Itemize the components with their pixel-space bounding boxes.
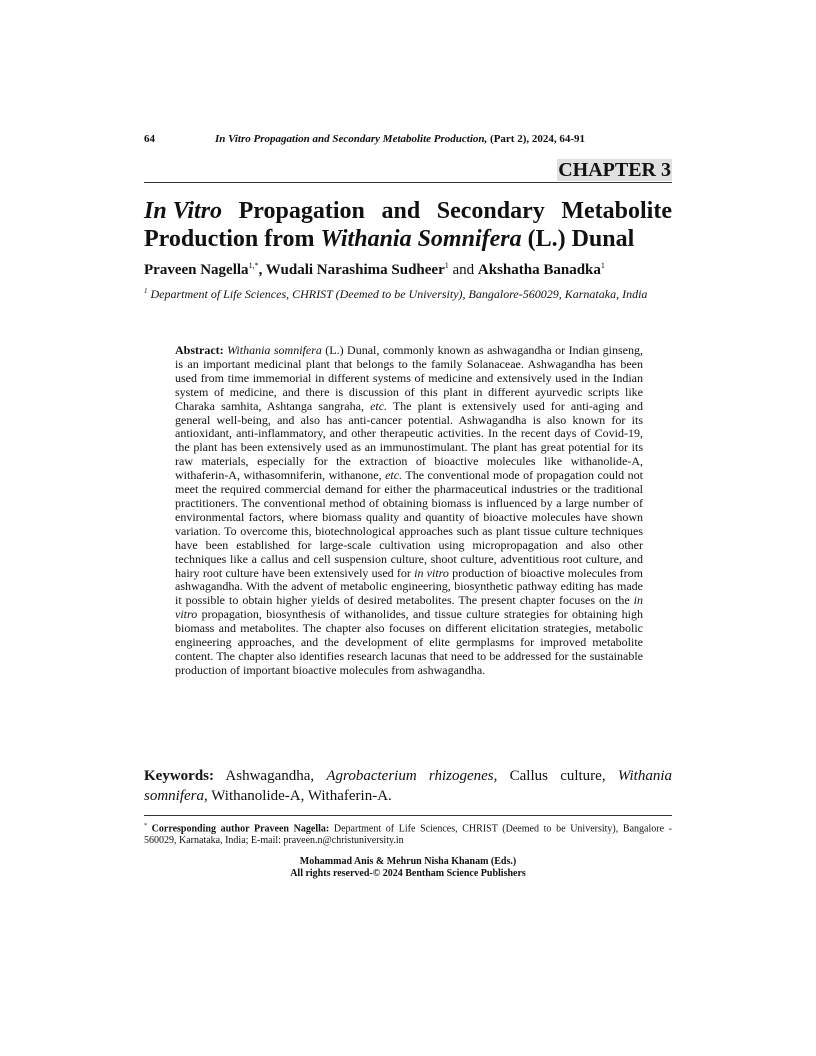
title-production: Production from [144, 226, 321, 252]
abstract-species: Withania somnifera [227, 343, 322, 357]
title-word-and: and [381, 198, 421, 224]
publisher-block [144, 856, 672, 880]
journal-title-main: In Vitro Propagation and Secondary Metabolite Production, [215, 133, 491, 145]
chapter-title [144, 197, 672, 253]
author-1-sup: 1,* [248, 261, 259, 270]
keyword-3: , Callus culture, [493, 768, 618, 784]
corresponding-author-footnote [144, 820, 672, 847]
journal-title-rest: , 2024, 64-91 [526, 133, 586, 145]
abstract-label: Abstract: [175, 343, 224, 357]
author-2: Wudali Narashima Sudheer [265, 262, 445, 278]
abstract-invitro-1: in vitro [414, 565, 449, 580]
abstract-p3: The conventional mode of propagation could not meet the required commercial demand for either the pharmaceutical industries or the traditional practitioners. The conventional method of obtaining biomass is influenced by a large number of environmental factors, where biomass quality and quantity of bioactive molecules have shown variation. To overcome this, biotechnological approaches such as plant tissue culture techniques have been established for large-scale cultivation using micropropagation and also other techniques like a callus and cell suspension culture, shoot culture, adventitious root culture, and hairy root culture have been extensively used for [175, 468, 643, 580]
footnote-divider [144, 815, 672, 816]
affiliation-sup: 1 [144, 287, 148, 295]
title-line-2 [144, 225, 672, 253]
abstract-p2: The plant is extensively used for anti-aging and general well-being, and also has anti-cancer potential. Ashwagandha is also known for its antioxidant, anti-inflammatory, and other therapeutic activities. In the recent days of Covid-19, the plant has been extensively used as an immunostimulant. The plant has great potential for its raw materials, especially for the extraction of bioactive molecules like withanolide-A, withaferin-A, withasomniferin, withanone, [175, 398, 644, 483]
title-word-propagation: Propagation [238, 198, 365, 224]
abstract-invitro-2: in vitro [175, 593, 643, 622]
editors-line: Mohammad Anis & Mehrun Nisha Khanam (Eds.) [299, 856, 517, 867]
footnote-sup: * [144, 823, 147, 829]
title-word-invitro: In Vitro [144, 198, 223, 224]
journal-title-part: (Part 2) [490, 133, 527, 145]
author-list [144, 261, 672, 279]
keywords-label: Keywords: [144, 768, 214, 784]
author-2-sup: 1 [444, 261, 449, 270]
copyright-line: All rights reserved-© 2024 Bentham Science Publishers [290, 868, 526, 879]
chapter-divider [144, 182, 672, 183]
keywords [144, 766, 672, 806]
keyword-4: Withania somnifera [144, 768, 672, 804]
abstract [175, 344, 643, 678]
journal-title [215, 133, 585, 145]
abstract-p5: propagation, biosynthesis of withanolides, and tissue culture strategies for obtaining high biomass and metabolites. The chapter also focuses on different elicitation strategies, metabolic engineering approaches, and the development of elite germplasms for improved metabolite content. The chapter also identifies research lacunas that need to be addressed for the sustainable production of important bioactive molecules from ashwagandha. [175, 607, 643, 677]
chapter-label: CHAPTER 3 [558, 159, 671, 181]
affiliation [144, 284, 672, 302]
author-sep-1: , [258, 262, 266, 278]
author-sep-2: and [448, 262, 478, 278]
page-number: 64 [144, 133, 155, 145]
affiliation-text: Department of Life Sciences, CHRIST (Deemed to be University), Bangalore-560029, Karnataka, India [147, 287, 648, 301]
author-1: Praveen Nagella [144, 262, 249, 278]
title-line-1 [144, 197, 672, 225]
keyword-5: , Withanolide-A, Withaferin-A. [204, 788, 392, 804]
footnote-label: Corresponding author Praveen Nagella: [147, 823, 330, 835]
author-3: Akshatha Banadka [477, 262, 601, 278]
keyword-1: Ashwagandha, [214, 768, 327, 784]
title-authority: (L.) Dunal [521, 226, 635, 252]
title-species: Withania Somnifera [320, 226, 522, 252]
author-3-sup: 1 [600, 261, 605, 270]
abstract-etc-2: etc. [385, 468, 403, 483]
footnote-text: Department of Life Sciences, CHRIST (Deemed to be University), Bangalore - 560029, Karnataka, India; E-mail: praveen.n@christuniversity.in [144, 823, 673, 847]
abstract-p4: production of bioactive molecules from ashwagandha. With the advent of metabolic engineering, biosynthetic pathway editing has made it possible to obtain higher yields of desired metabolites. The present chapter focuses on the [175, 565, 644, 608]
abstract-p1: (L.) Dunal, commonly known as ashwagandha or Indian ginseng, is an important medicinal plant that belongs to the family Solanaceae. Ashwagandha has been used from time immemorial in different systems of medicine and extensively used in the Indian system of medicine, and there is discussion of this plant in different ayurvedic scripts like Charaka samhita, Ashtanga sangraha, [175, 343, 644, 413]
title-word-secondary: Secondary [436, 198, 545, 224]
title-word-metabolite: Metabolite [561, 198, 672, 224]
keyword-2: Agrobacterium rhizogenes [326, 768, 494, 784]
abstract-etc-1: etc. [370, 398, 388, 413]
